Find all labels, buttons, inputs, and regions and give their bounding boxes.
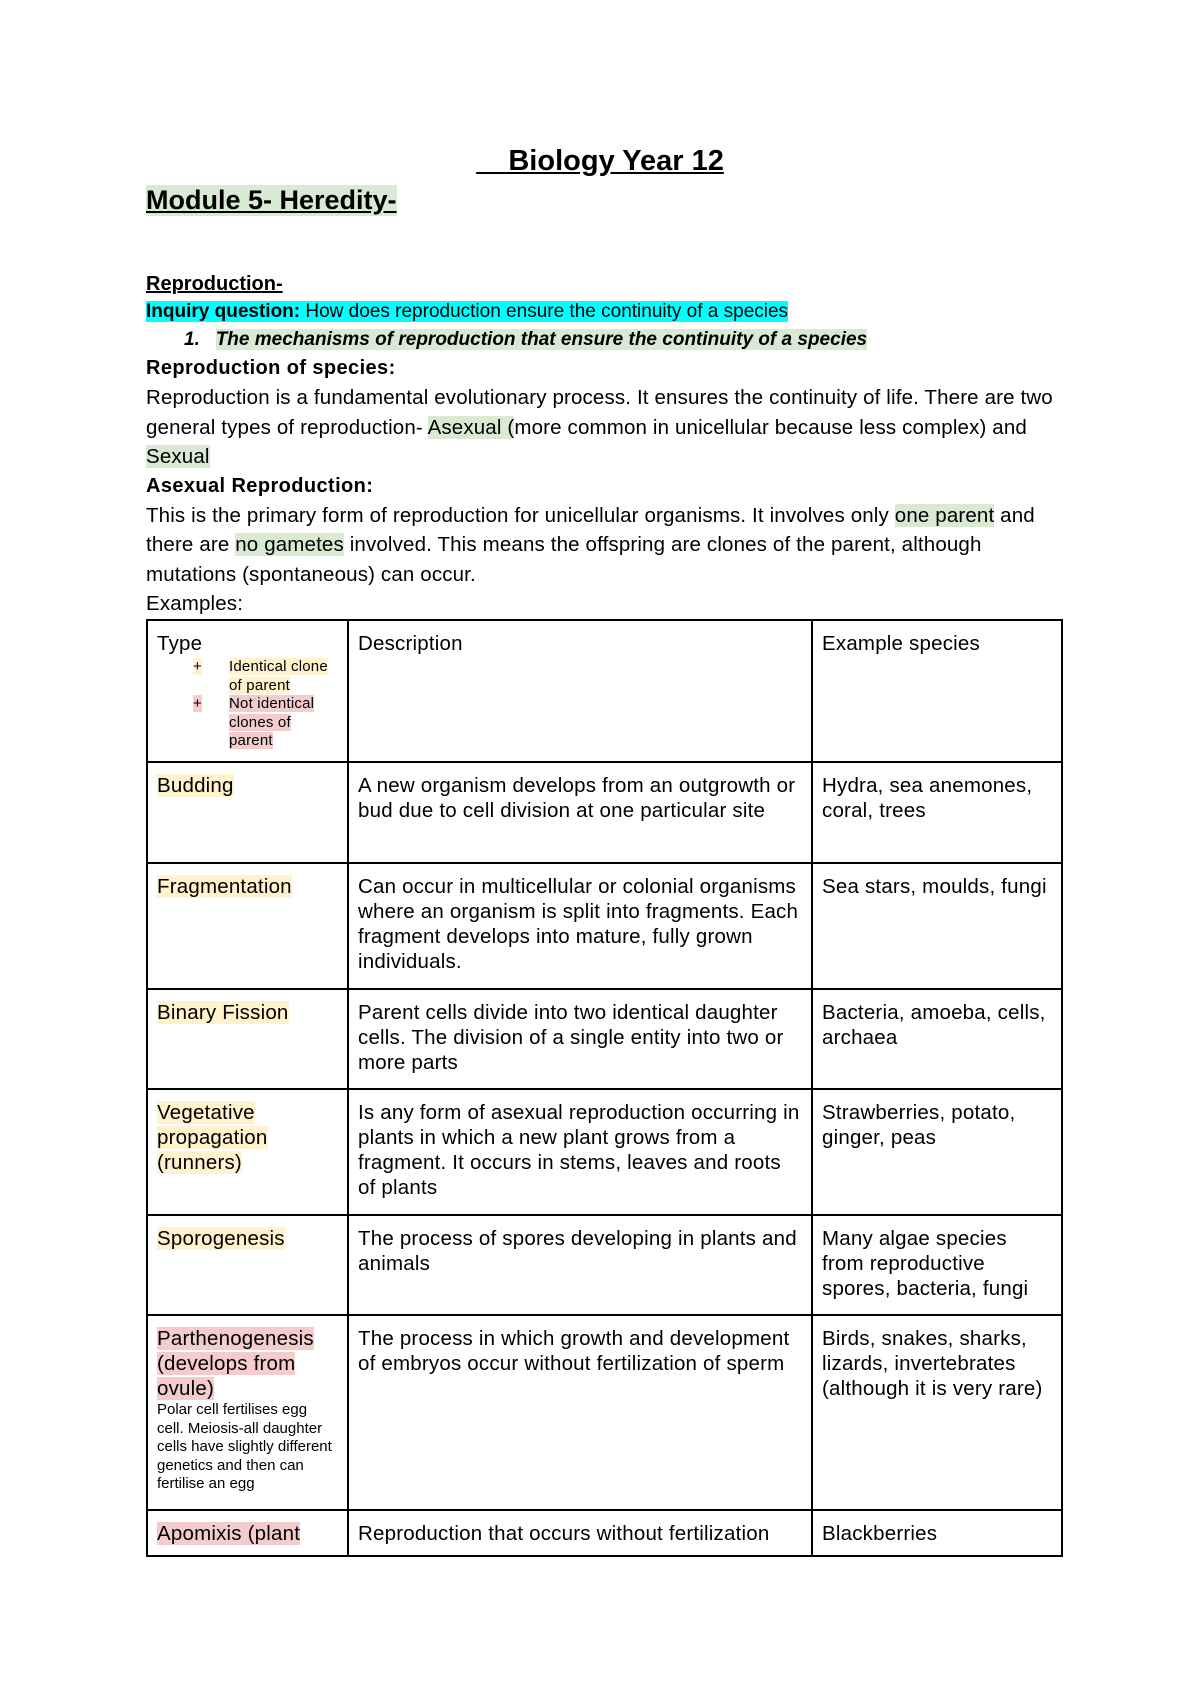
- description-cell: Parent cells divide into two identical daughter cells. The division of a single entity into two or more parts: [348, 989, 812, 1089]
- inquiry-label: Inquiry question:: [146, 301, 301, 322]
- type-cell: Fragmentation: [157, 875, 292, 898]
- table-row: [147, 1215, 1062, 1315]
- asexual-text-3: involved. This means the offspring are clones of the parent, although mutations (spontaneous) can occur.: [146, 533, 982, 586]
- description-cell: Is any form of asexual reproduction occurring in plants in which a new plant grows from a fragment. It occurs in stems, leaves and roots of plants: [348, 1089, 812, 1215]
- numbered-item: [146, 326, 1066, 354]
- legend-item-not-identical: [157, 695, 337, 751]
- legend-item-identical: [157, 658, 337, 695]
- examples-label: Examples:: [146, 592, 244, 615]
- table-row: [147, 863, 1062, 989]
- species-text-2: more common in unicellular because less complex) and: [514, 415, 1027, 439]
- asexual-heading: Asexual Reproduction:: [146, 474, 374, 497]
- asexual-paragraph: [146, 501, 1066, 590]
- asexual-text-1: This is the primary form of reproduction for unicellular organisms. It involves only: [146, 503, 895, 527]
- description-cell: A new organism develops from an outgrowth or bud due to cell division at one particular site: [348, 762, 812, 863]
- description-cell: The process of spores developing in plants and animals: [348, 1215, 812, 1315]
- sexual-highlight: Sexual: [146, 445, 210, 468]
- page-title: [0, 145, 1200, 178]
- one-parent-highlight: one parent: [894, 503, 995, 527]
- example-cell: Strawberries, potato, ginger, peas: [812, 1089, 1062, 1215]
- numbered-item-text: The mechanisms of reproduction that ensure the continuity of a species: [215, 329, 868, 350]
- table-row: [147, 989, 1062, 1089]
- inquiry-question: [146, 298, 1066, 326]
- table-row: [147, 1510, 1062, 1556]
- legend-bullet: +: [193, 695, 202, 712]
- table-row: [147, 1089, 1062, 1215]
- type-note: Polar cell fertilises egg cell. Meiosis-all daughter cells have slightly different genetics and then can fertilise an egg: [157, 1401, 332, 1492]
- header-description: Description: [348, 620, 812, 762]
- species-heading: Reproduction of species:: [146, 357, 396, 379]
- example-cell: Blackberries: [812, 1510, 1062, 1556]
- species-paragraph: [146, 383, 1066, 472]
- species-text-1: Reproduction is a fundamental evolutionary process. It ensures the continuity of life. There are two general types of reproduction-: [146, 386, 1053, 439]
- legend-bullet: +: [193, 658, 202, 675]
- inquiry-text: How does reproduction ensure the continuity of a species: [300, 301, 789, 322]
- no-gametes-highlight: no gametes: [235, 533, 344, 556]
- header-example: Example species: [812, 620, 1062, 762]
- header-type: Type: [157, 632, 203, 655]
- type-cell: Parthenogenesis (develops from ovule): [157, 1327, 314, 1400]
- type-cell: Budding: [157, 774, 234, 797]
- table-row: [147, 762, 1062, 863]
- reproduction-table: [146, 619, 1063, 1557]
- reproduction-heading: Reproduction-: [146, 273, 283, 295]
- example-cell: Sea stars, moulds, fungi: [812, 863, 1062, 989]
- legend-text: Not identical clones of parent: [229, 695, 315, 749]
- description-cell: The process in which growth and development of embryos occur without fertilization of sperm: [348, 1315, 812, 1510]
- example-cell: Bacteria, amoeba, cells, archaea: [812, 989, 1062, 1089]
- header-type-cell: [147, 620, 348, 762]
- type-cell: Apomixis (plant: [157, 1522, 301, 1545]
- document-body: [146, 270, 1066, 619]
- module-heading: Module 5- Heredity-: [146, 185, 397, 215]
- example-cell: Hydra, sea anemones, coral, trees: [812, 762, 1062, 863]
- asexual-highlight: Asexual (: [427, 415, 515, 439]
- page-title-text: Biology Year 12: [476, 145, 724, 177]
- legend-text: Identical clone of parent: [229, 658, 328, 694]
- example-cell: Birds, snakes, sharks, lizards, invertebrates (although it is very rare): [812, 1315, 1062, 1510]
- type-legend: [157, 658, 337, 751]
- example-cell: Many algae species from reproductive spores, bacteria, fungi: [812, 1215, 1062, 1315]
- table-row: [147, 1315, 1062, 1510]
- table-header-row: [147, 620, 1062, 762]
- type-cell: Binary Fission: [157, 1001, 289, 1024]
- numbered-item-number: 1.: [184, 329, 200, 350]
- asexual-text-2: and there are: [146, 503, 1035, 556]
- description-cell: Can occur in multicellular or colonial organisms where an organism is split into fragments. Each fragment develops into mature, fully grown individuals.: [348, 863, 812, 989]
- type-cell: Sporogenesis: [157, 1227, 285, 1250]
- description-cell: Reproduction that occurs without fertilization: [348, 1510, 812, 1556]
- type-cell: Vegetative propagation (runners): [157, 1101, 268, 1174]
